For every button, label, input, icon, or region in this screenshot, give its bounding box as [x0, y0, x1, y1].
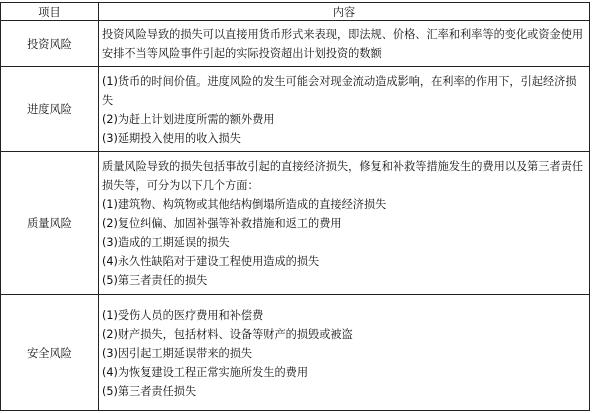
item-cell: 投资风险 [1, 21, 99, 67]
content-line: 投资风险导致的损失可以直接用货币形式来表现，即法规、价格、汇率和利率等的变化或资金使用安排不当等风险事件引起的实际投资超出计划投资的数额 [102, 28, 584, 60]
table-row-investment-risk [1, 21, 590, 67]
table-header-row [1, 3, 590, 21]
content-line: (2)复位纠偏、加固补强等补救措施和返工的费用 [102, 217, 342, 230]
content-line: (1)货币的时间价值。进度风险的发生可能会对现金流动造成影响，在利率的作用下，引起经济损失 [102, 74, 577, 107]
content-line: (4)为恢复建设工程正常实施所发生的费用 [102, 365, 309, 379]
content-line: (4)永久性缺陷对于建设工程使用造成的损失 [102, 255, 320, 268]
content-cell [99, 295, 590, 411]
content-cell [99, 21, 590, 67]
content-line: 质量风险导致的损失包括事故引起的直接经济损失，修复和补救等措施发生的费用以及第三者责任损失等，可分为以下几个方面： [102, 160, 584, 192]
content-cell [99, 152, 590, 295]
risk-loss-table [0, 2, 590, 411]
item-cell: 质量风险 [1, 152, 99, 295]
content-line: (1)建筑物、构筑物或其他结构倒塌所造成的直接经济损失 [102, 198, 387, 211]
content-line: (2)为赶上计划进度所需的额外费用 [102, 112, 275, 126]
header-content: 内容 [99, 3, 590, 21]
table-row-safety-risk [1, 295, 590, 411]
content-line: (1)受伤人员的医疗费用和补偿费 [102, 308, 264, 322]
content-cell [99, 67, 590, 152]
item-cell: 安全风险 [1, 295, 99, 411]
item-cell: 进度风险 [1, 67, 99, 152]
table-row-schedule-risk [1, 67, 590, 152]
content-line: (3)造成的工期延误的损失 [102, 236, 230, 249]
table-row-quality-risk [1, 152, 590, 295]
header-item: 项目 [1, 3, 99, 21]
content-line: (2)财产损失，包括材料、设备等财产的损毁或被盗 [102, 327, 353, 341]
content-line: (3)因引起工期延误带来的损失 [102, 346, 253, 360]
content-line: (5)第三者责任的损失 [102, 274, 208, 287]
content-line: (5)第三者责任损失 [102, 384, 197, 398]
content-line: (3)延期投入使用的收入损失 [102, 131, 241, 145]
